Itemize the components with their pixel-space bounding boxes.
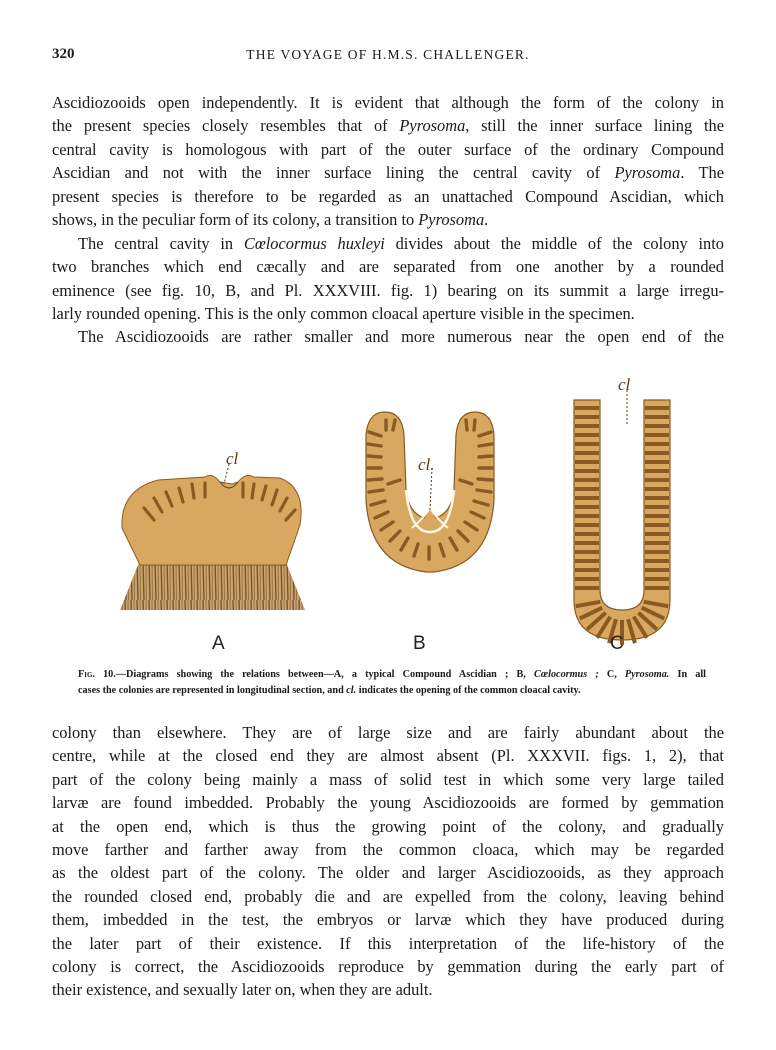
text-line: at the open end, which is thus the growing point of the colony, and gradually [52, 816, 724, 836]
text-line: the present species closely resembles that of Pyrosoma, still the inner surface lining the [52, 116, 724, 136]
text-line: two branches which end cæcally and are separated from one another by a rounded [52, 257, 724, 277]
diagram-c-annotation: cl [618, 375, 631, 394]
text-line: Ascidiozooids open independently. It is evident that although the form of the colony in [52, 93, 724, 112]
text-line: move farther and farther away from the common cloaca, which may be regarded [52, 840, 724, 860]
text-line: colony is correct, the Ascidiozooids reproduce by gemmation during the early part of [52, 957, 724, 977]
diagram-c [574, 375, 670, 645]
diagram-a [120, 449, 305, 610]
figure-10 [40, 360, 736, 660]
text-line: the later part of their existence. If this interpretation of the life-history of the [52, 933, 724, 953]
text-line: central cavity is homologous with part of the outer surface of the ordinary Compound [52, 139, 724, 159]
text-line: The central cavity in Cœlocormus huxleyi divides about the middle of the colony into [78, 234, 724, 253]
running-title: THE VOYAGE OF H.M.S. CHALLENGER. [246, 47, 530, 62]
figure-diagrams [40, 360, 736, 660]
diagram-a-colony [122, 475, 301, 565]
text-line: shows, in the peculiar form of its colony, a transition to Pyrosoma. [52, 210, 489, 230]
text-line: as the oldest part of the colony. The older and larger Ascidiozooids, as they approach [52, 863, 724, 883]
paragraph-3 [52, 325, 724, 348]
panel-label-b: B [413, 633, 426, 654]
panel-label-a: A [212, 633, 225, 654]
text-line: the rounded closed end, probably die and are expelled from the colony, leaving behind [52, 886, 724, 906]
text-line: them, imbedded in the test, the embryos or larvæ which they have produced during [52, 910, 724, 930]
paragraph-2 [52, 232, 724, 326]
figure-caption [78, 667, 706, 699]
text-line: The Ascidiozooids are rather smaller and more numerous near the open end of the [78, 327, 724, 346]
diagram-b [366, 412, 494, 572]
paragraph-4 [52, 721, 724, 1002]
text-line: larvæ are found imbedded. Probably the young Ascidiozooids are formed by gemmation [52, 793, 724, 813]
page-number: 320 [52, 46, 75, 62]
diagram-a-annotation: cl [226, 449, 239, 468]
paragraph-1 [52, 91, 724, 231]
text-line: colony than elsewhere. They are of large size and are fairly abundant about the [52, 723, 724, 742]
panel-label-c: C [610, 633, 624, 654]
page-header [52, 46, 724, 70]
text-line: centre, while at the closed end they are almost absent (Pl. XXXVII. figs. 1, 2), that [52, 746, 724, 766]
text-line: eminence (see fig. 10, B, and Pl. XXXVIII. fig. 1) bearing on its summit a large irregu- [52, 280, 724, 300]
diagram-a-base [120, 560, 305, 610]
caption-line: Fig. 10.—Diagrams showing the relations between—A, a typical Compound Ascidian ; B, Cœlocormus ; C, Pyrosoma. In all [78, 669, 706, 680]
text-line: present species is therefore to be regarded as an unattached Compound Ascidian, which [52, 186, 724, 206]
text-line: their existence, and sexually later on, when they are adult. [52, 980, 433, 1000]
text-line: larly rounded opening. This is the only common cloacal aperture visible in the specimen. [52, 304, 635, 324]
text-line: Ascidian and not with the inner surface lining the central cavity of Pyrosoma. The [52, 163, 725, 183]
diagram-b-annotation: cl. [418, 455, 435, 474]
caption-line: cases the colonies are represented in longitudinal section, and cl. indicates the opening of the common cloacal cavity. [78, 685, 581, 696]
text-line: part of the colony being mainly a mass of solid test in which some very large tailed [52, 769, 724, 789]
